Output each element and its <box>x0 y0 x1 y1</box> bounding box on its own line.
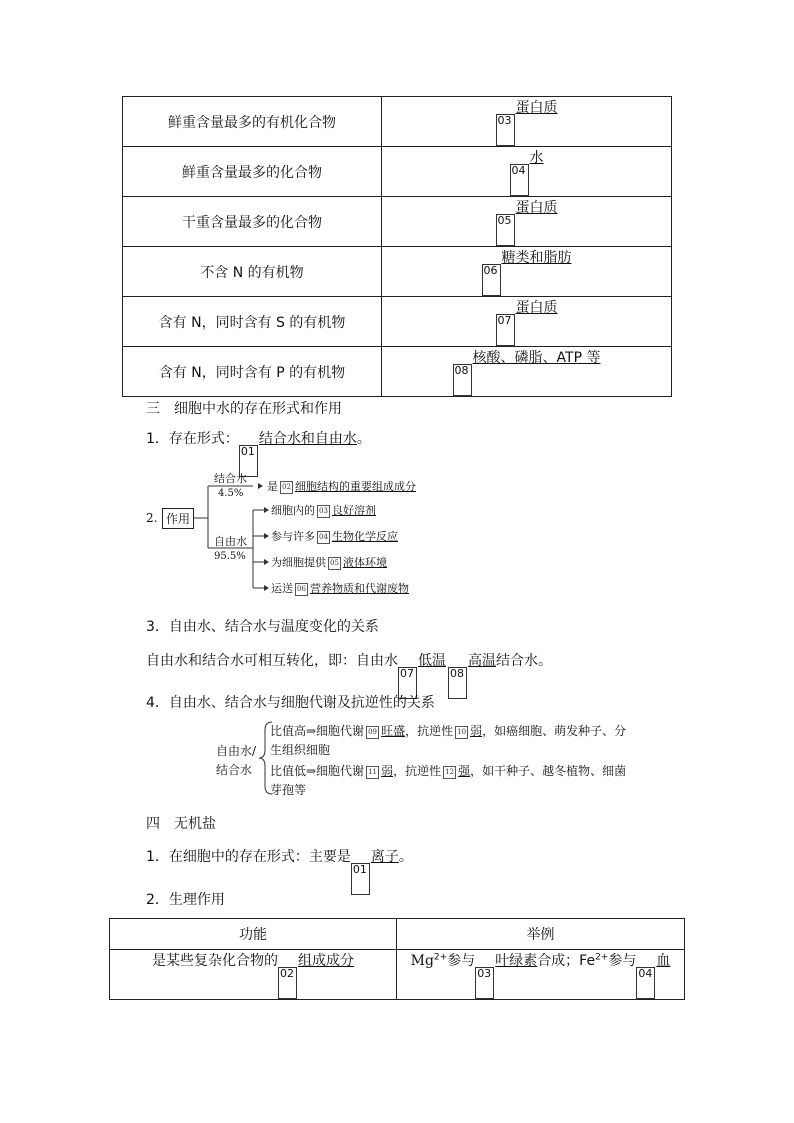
compound-answer <box>382 297 672 347</box>
blank-number: 01 <box>351 863 370 895</box>
blank-number: 08 <box>453 364 472 396</box>
high-ratio-line: 比值高⇒细胞代谢 09 旺盛，抗逆性 10 弱，如癌细胞、萌发种子、分 <box>270 724 627 738</box>
header-example: 举例 <box>397 919 685 950</box>
item3-title: 3．自由水、结合水与温度变化的关系 <box>146 619 379 635</box>
compound-description: 含有 N，同时含有 S 的有机物 <box>123 297 382 347</box>
compound-answer <box>382 97 672 147</box>
bound-water-label: 结合水 <box>214 472 247 485</box>
answer: 糖类和脂肪 <box>501 250 572 266</box>
function-box: 作用 <box>162 508 194 529</box>
blank-number: 04 <box>636 967 655 999</box>
section4-heading: 四 无机盐 <box>146 816 216 832</box>
table-row <box>123 197 672 247</box>
compound-answer <box>382 347 672 397</box>
salt-form-line: 1．在细胞中的存在形式：主要是01离子。 <box>146 846 413 895</box>
free-water-label: 自由水 <box>214 535 247 548</box>
blank-number: 03 <box>496 114 515 146</box>
answer: 蛋白质 <box>515 100 558 116</box>
blank-number: 06 <box>482 264 501 296</box>
blank-number: 07 <box>398 667 417 699</box>
compound-description: 鲜重含量最多的化合物 <box>123 147 382 197</box>
compound-description: 干重含量最多的化合物 <box>123 197 382 247</box>
answer: 水 <box>529 150 544 166</box>
free-water-role: 细胞内的 03 良好溶剂 <box>271 504 376 517</box>
low-ratio-line: 比值低⇒细胞代谢 11 弱，抗逆性 12 强，如干种子、越冬植物、细菌 <box>270 764 627 778</box>
free-water-pct: 95.5% <box>214 551 246 562</box>
free-water-role: 为细胞提供 05 液体环境 <box>271 556 387 569</box>
table-row <box>123 147 672 197</box>
table-row <box>110 950 685 1000</box>
answer: 结合水和自由水 <box>258 431 357 447</box>
blank-number: 04 <box>510 164 529 196</box>
example-cell: $Mg^{2+}$参与03叶绿素合成；$Fe^{2+}$参与04血 <box>397 950 685 1000</box>
free-water-role: 运送 06 营养物质和代谢废物 <box>271 582 409 595</box>
water-forms-line: 1．存在形式：01结合水和自由水。 <box>146 428 371 477</box>
temperature-conversion-line: 自由水和结合水可相互转化，即：自由水07低温08高温结合水。 <box>146 650 552 699</box>
compound-answer <box>382 197 672 247</box>
blank-number: 07 <box>496 314 515 346</box>
bound-water-role: 是 02 细胞结构的重要组成成分 <box>267 480 416 493</box>
table-row <box>123 97 672 147</box>
organic-compound-table <box>122 96 672 397</box>
answer: 蛋白质 <box>515 300 558 316</box>
item4-title: 4．自由水、结合水与细胞代谢及抗逆性的关系 <box>146 695 435 711</box>
table-row <box>123 347 672 397</box>
table-row <box>123 247 672 297</box>
salt-function-table <box>109 918 685 1000</box>
blank-number: 01 <box>239 445 258 477</box>
compound-description: 含有 N，同时含有 P 的有机物 <box>123 347 382 397</box>
compound-answer <box>382 147 672 197</box>
answer: 蛋白质 <box>515 200 558 216</box>
header-function: 功能 <box>110 919 397 950</box>
function-cell: 是某些复杂化合物的02组成成分 <box>110 950 397 1000</box>
compound-description: 不含 N 的有机物 <box>123 247 382 297</box>
bound-water-pct: 4.5% <box>218 488 244 499</box>
blank-number: 05 <box>496 214 515 246</box>
blank-number: 03 <box>475 967 494 999</box>
free-water-role: 参与许多 04 生物化学反应 <box>271 530 398 543</box>
table-row <box>123 297 672 347</box>
section3-heading: 三 细胞中水的存在形式和作用 <box>146 401 342 417</box>
compound-description: 鲜重含量最多的有机化合物 <box>123 97 382 147</box>
answer: 核酸、磷脂、ATP 等 <box>472 350 601 366</box>
table-header-row <box>110 919 685 950</box>
compound-answer <box>382 247 672 297</box>
blank-number: 02 <box>278 967 297 999</box>
blank-number: 08 <box>448 667 467 699</box>
item2-title: 2．生理作用 <box>146 892 225 908</box>
